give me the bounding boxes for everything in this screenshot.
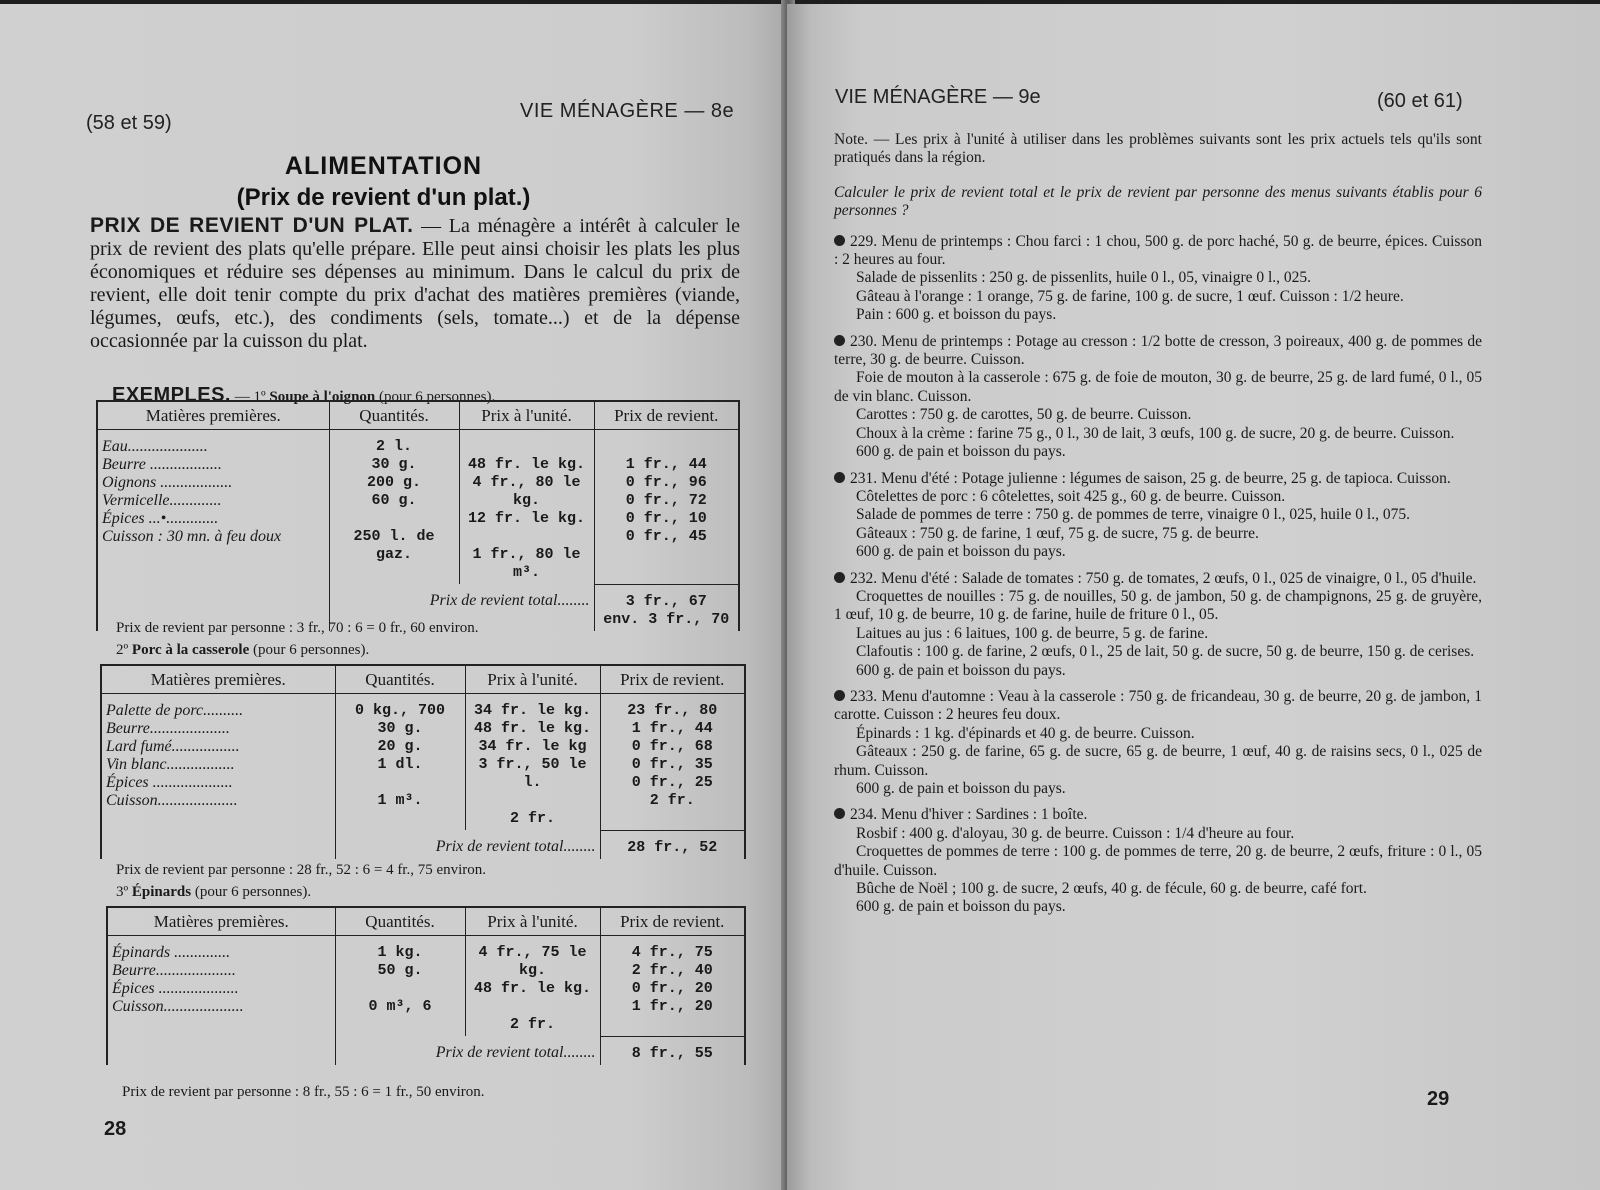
left-page-number: 28	[104, 1118, 127, 1140]
menu-line: Pain : 600 g. et boisson du pays.	[856, 306, 1057, 324]
ex3-item: Épinards ..............	[112, 944, 231, 961]
col-header-unit-price: Prix à l'unité.	[465, 665, 600, 694]
menu-line: Laitues au jus : 6 laitues, 100 g. de beurre, 5 g. de farine.	[856, 624, 1209, 642]
menu-line: 600 g. de pain et boisson du pays.	[856, 661, 1066, 679]
ex2-qty: 0 kg., 700	[354, 702, 445, 719]
col-header-quantities: Quantités.	[335, 665, 465, 694]
menu-line: Gâteau à l'orange : 1 orange, 75 g. de farine, 100 g. de sucre, 1 œuf. Cuisson : 1/2 heure.	[856, 287, 1404, 305]
ex3-number: 3º	[116, 884, 129, 900]
ex2-cost: 2 fr.	[649, 792, 695, 809]
ex2-qty: 1 dl.	[377, 756, 423, 773]
right-page-ref: (60 et 61)	[1377, 90, 1463, 112]
ex3-cost: 4 fr., 75	[631, 944, 713, 961]
menu-229	[834, 233, 1482, 325]
left-running-header: VIE MÉNAGÈRE — 8e	[520, 100, 735, 122]
ex2-total: 28 fr., 52	[600, 830, 745, 859]
ex1-qty: 250 l. de gaz.	[353, 528, 435, 563]
menu-line: 600 g. de pain et boisson du pays.	[856, 443, 1066, 461]
ex2-unit-price: 48 fr. le kg.	[473, 720, 592, 737]
ex1-unit-price: 12 fr. le kg.	[467, 510, 586, 527]
right-page	[787, 4, 1600, 1190]
ex2-cost: 0 fr., 35	[631, 756, 713, 773]
ex2-note: (pour 6 personnes).	[252, 642, 370, 658]
menu-line: 233. Menu d'automne : Veau à la casserole : 750 g. de fricandeau, 30 g. de beurre, 20 g. de jambon, 1 carotte. Cuisson : 2 heures feu doux.	[834, 687, 1482, 724]
ex3-costs	[600, 936, 745, 1037]
menu-line: Croquettes de nouilles : 75 g. de nouilles, 50 g. de jambon, 50 g. de champignons, 25 g. de gruyère, 1 œuf, 10 g. de beurre, 10 g. de farine, huile de friture 0 l., 05.	[834, 587, 1482, 624]
ex1-qty: 200 g.	[366, 474, 421, 491]
ex1-item: Oignons ..................	[102, 474, 233, 491]
ex2-item: Lard fumé.................	[106, 738, 240, 755]
ex1-total-label: Prix de revient total........	[329, 584, 594, 631]
exercises-body	[834, 131, 1482, 925]
menu-line: Gâteaux : 250 g. de farine, 65 g. de sucre, 65 g. de beurre, 1 œuf, 40 g. de raisins secs, 0 l., 025 de rhum. Cuisson.	[834, 743, 1482, 779]
menu-line: Épinards : 1 kg. d'épinards et 40 g. de beurre. Cuisson.	[856, 724, 1195, 742]
menu-line: 600 g. de pain et boisson du pays.	[856, 780, 1066, 797]
ex3-heading	[116, 884, 311, 901]
ex2-per-person: Prix de revient par personne : 28 fr., 52 : 6 = 4 fr., 75 environ.	[116, 862, 487, 878]
ex2-number: 2º	[116, 642, 129, 658]
ex3-quantities	[335, 936, 465, 1037]
col-header-ingredients: Matières premières.	[107, 907, 335, 936]
ex2-cost: 1 fr., 44	[631, 720, 713, 737]
menu-line: Bûche de Noël ; 100 g. de sucre, 2 œufs, 40 g. de fécule, 60 g. de beurre, café fort.	[856, 880, 1367, 898]
right-running-header: VIE MÉNAGÈRE — 9e	[835, 86, 1041, 108]
col-header-quantities: Quantités.	[335, 907, 465, 936]
ex1-unit-prices	[459, 430, 594, 585]
menu-line: Carottes : 750 g. de carottes, 50 g. de beurre. Cuisson.	[856, 406, 1192, 424]
menu-232	[834, 570, 1482, 680]
menu-line: 231. Menu d'été : Potage julienne : légumes de saison, 25 g. de beurre, 25 g. de tapioca. Cuisson.	[850, 469, 1451, 487]
ex1-qty: 30 g.	[371, 456, 417, 473]
ex1-qty: 2 l.	[375, 438, 412, 455]
ex1-cost: 1 fr., 44	[625, 456, 707, 473]
page-subtitle: (Prix de revient d'un plat.)	[236, 184, 531, 211]
ex1-total-value: 3 fr., 67	[625, 592, 707, 610]
ex1-number: — 1º	[234, 389, 266, 405]
ex1-item: Épices ...•.............	[102, 510, 219, 527]
menu-line: Clafoutis : 100 g. de farine, 2 œufs, 0 l., 25 de lait, 50 g. de sucre, 50 g. de beurre, 150 g. de cerises.	[856, 643, 1475, 661]
col-header-cost: Prix de revient.	[600, 907, 745, 936]
ex2-costs	[600, 694, 745, 831]
ex3-unit-price: 4 fr., 75 le kg.	[478, 944, 587, 979]
menu-line: 600 g. de pain et boisson du pays.	[856, 543, 1066, 561]
ex3-cost: 0 fr., 20	[631, 980, 713, 997]
ex2-item: Beurre....................	[106, 720, 230, 737]
menu-line: Salade de pommes de terre : 750 g. de pommes de terre, vinaigre 0 l., 025, huile 0 l., 075.	[856, 506, 1410, 524]
ex1-qty	[334, 510, 455, 528]
menu-231	[834, 470, 1482, 562]
ex2-quantities	[335, 694, 465, 831]
bullet-icon	[834, 472, 845, 483]
ex2-qty: 30 g.	[377, 720, 423, 737]
left-page	[0, 4, 787, 1190]
col-header-ingredients: Matières premières.	[101, 665, 335, 694]
menu-line: 600 g. de pain et boisson du pays.	[856, 898, 1066, 916]
exercise-instruction: Calculer le prix de revient total et le prix de revient par personne des menus suivants établis pour 6 personnes ?	[834, 183, 1482, 220]
ex2-unit-prices	[465, 694, 600, 831]
ex1-total-approx: env. 3 fr., 70	[603, 610, 730, 628]
menu-line: 232. Menu d'été : Salade de tomates : 750 g. de tomates, 2 œufs, 0 l., 025 de vinaigre, 0 l., 05 d'huile.	[850, 569, 1477, 587]
bullet-icon	[834, 572, 845, 583]
ex1-unit-price: 1 fr., 80 le m³.	[472, 546, 581, 581]
ex3-qty	[340, 980, 461, 998]
ex3-table	[106, 906, 746, 1065]
ex1-unit-price	[464, 528, 590, 546]
menu-line: Choux à la crème : farine 75 g., 0 l., 30 de lait, 3 œufs, 100 g. de sucre, 20 g. de beurre. Cuisson.	[856, 424, 1455, 442]
ex2-cost: 23 fr., 80	[627, 702, 718, 719]
intro-paragraph	[90, 214, 740, 353]
ex3-qty: 1 kg.	[377, 944, 423, 961]
ex2-unit-price: 34 fr. le kg	[478, 738, 587, 755]
ex2-cost: 0 fr., 25	[631, 774, 713, 791]
menu-230	[834, 333, 1482, 462]
ex3-label: Épinards	[131, 884, 192, 900]
intro-caption: PRIX DE REVIENT D'UN PLAT.	[90, 214, 414, 237]
ex3-ingredients	[107, 936, 335, 1037]
ex2-label: Porc à la casserole	[131, 642, 250, 658]
ex2-unit-price: 3 fr., 50 le l.	[478, 756, 587, 791]
ex1-table	[96, 400, 740, 631]
ex2-total-label: Prix de revient total........	[335, 830, 600, 859]
ex1-item: Vermicelle.............	[102, 492, 222, 509]
left-page-ref: (58 et 59)	[86, 112, 172, 134]
menu-line: Salade de pissenlits : 250 g. de pissenlits, huile 0 l., 05, vinaigre 0 l., 025.	[856, 269, 1312, 287]
menu-line: Rosbif : 400 g. d'aloyau, 30 g. de beurre. Cuisson : 1/4 d'heure au four.	[856, 824, 1295, 842]
col-header-quantities: Quantités.	[329, 401, 459, 430]
menu-line: Gâteaux : 750 g. de farine, 1 œuf, 75 g. de sucre, 75 g. de beurre.	[856, 524, 1259, 542]
col-header-unit-price: Prix à l'unité.	[465, 907, 600, 936]
bullet-icon	[834, 335, 845, 346]
ex3-item: Cuisson....................	[112, 998, 244, 1015]
ex3-unit-prices	[465, 936, 600, 1037]
ex3-total-label: Prix de revient total........	[335, 1036, 600, 1065]
right-page-number: 29	[1427, 1088, 1450, 1110]
intro-text: — La ménagère a intérêt à calculer le prix de revient des plats qu'elle prépare. Elle peut ainsi choisir les plats les plus économiques et réduire ses dépenses au minimum. Dans le calcul du prix de revient, elle doit tenir compte du prix d'achat des matières premières (viande, légumes, œufs, etc.), des condiments (sels, tomate...) et de la dépense occasionnée par la cuisson du plat.	[90, 215, 741, 352]
ex3-per-person: Prix de revient par personne : 8 fr., 55 : 6 = 1 fr., 50 environ.	[122, 1084, 485, 1100]
prices-note: Note. — Les prix à l'unité à utiliser dans les problèmes suivants sont les prix actuels tels qu'ils sont pratiqués dans la région.	[834, 131, 1482, 167]
ex2-item: Épices ....................	[106, 774, 233, 791]
ex1-cost: 0 fr., 45	[625, 528, 707, 545]
ex2-unit-price: 2 fr.	[509, 810, 555, 827]
ex3-cost: 2 fr., 40	[631, 962, 713, 979]
ex3-unit-price: 2 fr.	[509, 1016, 555, 1033]
ex3-qty: 0 m³, 6	[368, 998, 432, 1015]
menu-line: 234. Menu d'hiver : Sardines : 1 boîte.	[850, 806, 1088, 824]
ex1-item: Beurre ..................	[102, 456, 222, 473]
ex2-item: Vin blanc.................	[106, 756, 235, 773]
menu-line: Foie de mouton à la casserole : 675 g. de foie de mouton, 30 g. de beurre, 25 g. de lard fumé, 0 l., 05 de vin blanc. Cuisson.	[834, 369, 1482, 405]
ex3-unit-price	[470, 998, 596, 1016]
col-header-cost: Prix de revient.	[600, 665, 745, 694]
page-title: ALIMENTATION	[284, 152, 483, 180]
ex1-ingredients	[97, 430, 329, 585]
ex2-qty	[340, 774, 461, 792]
examples-caption: EXEMPLES.	[112, 384, 231, 406]
ex1-item: Cuisson : 30 mn. à feu doux	[102, 528, 282, 545]
menu-line: Croquettes de pommes de terre : 100 g. de pommes de terre, 20 g. de beurre, 2 œufs, friture : 0 l., 05 d'huile. Cuisson.	[834, 843, 1482, 879]
ex1-unit-price: 48 fr. le kg.	[467, 456, 586, 473]
ex3-item: Beurre....................	[112, 962, 236, 979]
menu-234	[834, 806, 1482, 916]
ex1-item: Eau....................	[102, 438, 208, 455]
ex1-per-person: Prix de revient par personne : 3 fr., 70 : 6 = 0 fr., 60 environ.	[116, 620, 479, 636]
ex2-item: Cuisson....................	[106, 792, 238, 809]
ex2-heading	[116, 642, 369, 659]
menu-line: 229. Menu de printemps : Chou farci : 1 chou, 500 g. de porc haché, 50 g. de beurre, épices. Cuisson : 2 heures au four.	[834, 232, 1482, 269]
bullet-icon	[834, 235, 845, 246]
ex2-table	[100, 664, 746, 859]
ex3-total: 8 fr., 55	[600, 1036, 745, 1065]
ex1-cost	[599, 438, 735, 456]
ex3-note: (pour 6 personnes).	[194, 884, 312, 900]
ex2-cost: 0 fr., 68	[631, 738, 713, 755]
ex1-cost: 0 fr., 72	[625, 492, 707, 509]
ex2-unit-price	[470, 792, 596, 810]
ex3-item: Épices ....................	[112, 980, 239, 997]
ex2-unit-price: 34 fr. le kg.	[473, 702, 592, 719]
ex1-quantities	[329, 430, 459, 585]
ex2-ingredients	[101, 694, 335, 831]
col-header-ingredients: Matières premières.	[97, 401, 329, 430]
ex1-label: Soupe à l'oignon	[269, 389, 376, 405]
ex2-item: Palette de porc..........	[106, 702, 244, 719]
ex1-note: (pour 6 personnes).	[379, 389, 496, 405]
col-header-cost: Prix de revient.	[594, 401, 739, 430]
ex1-qty: 60 g.	[371, 492, 417, 509]
ex2-qty: 1 m³.	[377, 792, 423, 809]
ex1-cost: 0 fr., 96	[625, 474, 707, 491]
ex1-cost: 0 fr., 10	[625, 510, 707, 527]
ex3-qty: 50 g.	[377, 962, 423, 979]
ex3-cost: 1 fr., 20	[631, 998, 713, 1015]
bullet-icon	[834, 808, 845, 819]
col-header-unit-price: Prix à l'unité.	[459, 401, 594, 430]
ex1-unit-price: 4 fr., 80 le kg.	[472, 474, 581, 509]
menu-233	[834, 688, 1482, 798]
ex2-qty: 20 g.	[377, 738, 423, 755]
ex1-total	[594, 584, 739, 631]
menu-line: Côtelettes de porc : 6 côtelettes, soit 425 g., 60 g. de beurre. Cuisson.	[856, 487, 1286, 505]
bullet-icon	[834, 690, 845, 701]
ex1-unit-price	[464, 438, 590, 456]
ex3-unit-price: 48 fr. le kg.	[473, 980, 592, 997]
ex1-costs	[594, 430, 739, 585]
menu-line: 230. Menu de printemps : Potage au cresson : 1/2 botte de cresson, 3 poireaux, 400 g. de pommes de terre, 30 g. de beurre. Cuisson.	[834, 332, 1482, 369]
